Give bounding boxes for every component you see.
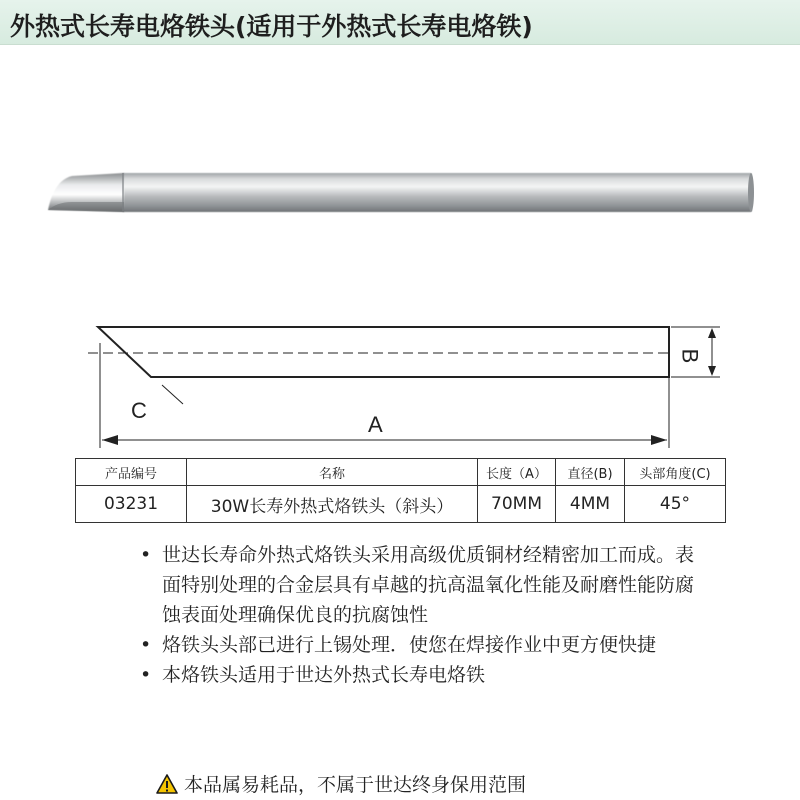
header-tip-angle: 头部角度(C) (625, 459, 726, 486)
list-item (140, 630, 700, 660)
tip-outline (98, 327, 669, 377)
table-header-row (76, 459, 726, 486)
header-diameter: 直径(B) (556, 459, 625, 486)
header-product-code: 产品编号 (76, 459, 187, 486)
title-bar (0, 0, 800, 45)
cell-length: 70MM (478, 486, 556, 523)
feature-list (140, 540, 700, 690)
label-b: B (677, 348, 703, 364)
bullet-icon: • (140, 664, 152, 686)
label-c: C (131, 398, 147, 423)
notice-text: 本品属易耗品，不属于世达终身保用范围 (184, 774, 527, 796)
header-name: 名称 (187, 459, 478, 486)
cell-diameter: 4MM (556, 486, 625, 523)
feature-text: 世达长寿命外热式烙铁头采用高级优质铜材经精密加工而成。表面特别处理的合金层具有卓越的抗高温氧化性能及耐磨性能防腐蚀表面处理确保优良的抗腐蚀性 (162, 544, 695, 626)
list-item (140, 660, 700, 690)
table-row (76, 486, 726, 523)
bullet-icon: • (140, 634, 152, 656)
spec-table (75, 458, 726, 523)
warning-icon (156, 774, 178, 794)
cell-product-code: 03231 (76, 486, 187, 523)
angle-leader-c (162, 385, 183, 404)
arrow-down-icon (708, 366, 716, 376)
arrow-right-icon (651, 435, 667, 445)
cell-tip-angle: 45° (625, 486, 726, 523)
list-item (140, 540, 700, 630)
dimension-diagram (0, 300, 800, 460)
label-a: A (368, 412, 383, 437)
arrow-left-icon (102, 435, 118, 445)
header-length: 长度（A） (478, 459, 556, 486)
feature-text: 烙铁头头部已进行上锡处理．使您在焊接作业中更方便快捷 (162, 634, 657, 656)
feature-text: 本烙铁头适用于世达外热式长寿电烙铁 (162, 664, 486, 686)
bullet-icon: • (140, 544, 152, 566)
arrow-up-icon (708, 328, 716, 338)
cell-name: 30W长寿外热式烙铁头（斜头） (187, 486, 478, 523)
soldering-tip-photo (0, 150, 800, 230)
page-title: 外热式长寿电烙铁头(适用于外热式长寿电烙铁) (10, 12, 533, 41)
